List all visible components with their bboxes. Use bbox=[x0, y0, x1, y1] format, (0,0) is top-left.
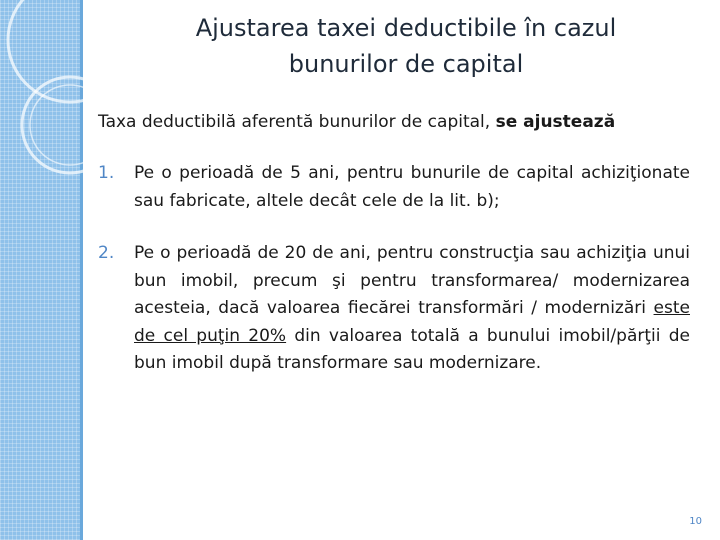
list-item bbox=[98, 160, 690, 215]
list-item bbox=[98, 240, 690, 378]
list-item-text-after: din valoarea totală a bunului imobil/părţii de bun imobil după transformare sau modernizare. bbox=[134, 325, 690, 373]
slide-title bbox=[100, 10, 712, 82]
list-item-number: 1. bbox=[98, 163, 115, 183]
intro-paragraph bbox=[98, 108, 708, 136]
sidebar-edge-line bbox=[80, 0, 83, 540]
list-item-text-before: Pe o perioadă de 20 de ani, pentru construcţia sau achiziţia unui bun imobil, precum şi pentru transformarea/ modernizarea acesteia, dacă valoarea fiecărei transformări / modernizări bbox=[134, 243, 690, 318]
decorative-sidebar bbox=[0, 0, 80, 540]
list-item-number: 2. bbox=[98, 243, 115, 263]
page-number: 10 bbox=[689, 516, 702, 527]
numbered-list bbox=[98, 160, 690, 378]
list-item-underlined-text: este de cel puţin 20% bbox=[134, 298, 690, 346]
title-line-1: Ajustarea taxei deductibile în cazul bbox=[195, 14, 617, 42]
list-item-text: Pe o perioadă de 5 ani, pentru bunurile de capital achiziţionate sau fabricate, altele decât cele de la lit. b); bbox=[134, 163, 690, 211]
intro-bold-text: se ajustează bbox=[495, 112, 616, 132]
title-line-2: bunurilor de capital bbox=[288, 50, 524, 78]
intro-text: Taxa deductibilă aferentă bunurilor de capital, bbox=[98, 112, 496, 132]
